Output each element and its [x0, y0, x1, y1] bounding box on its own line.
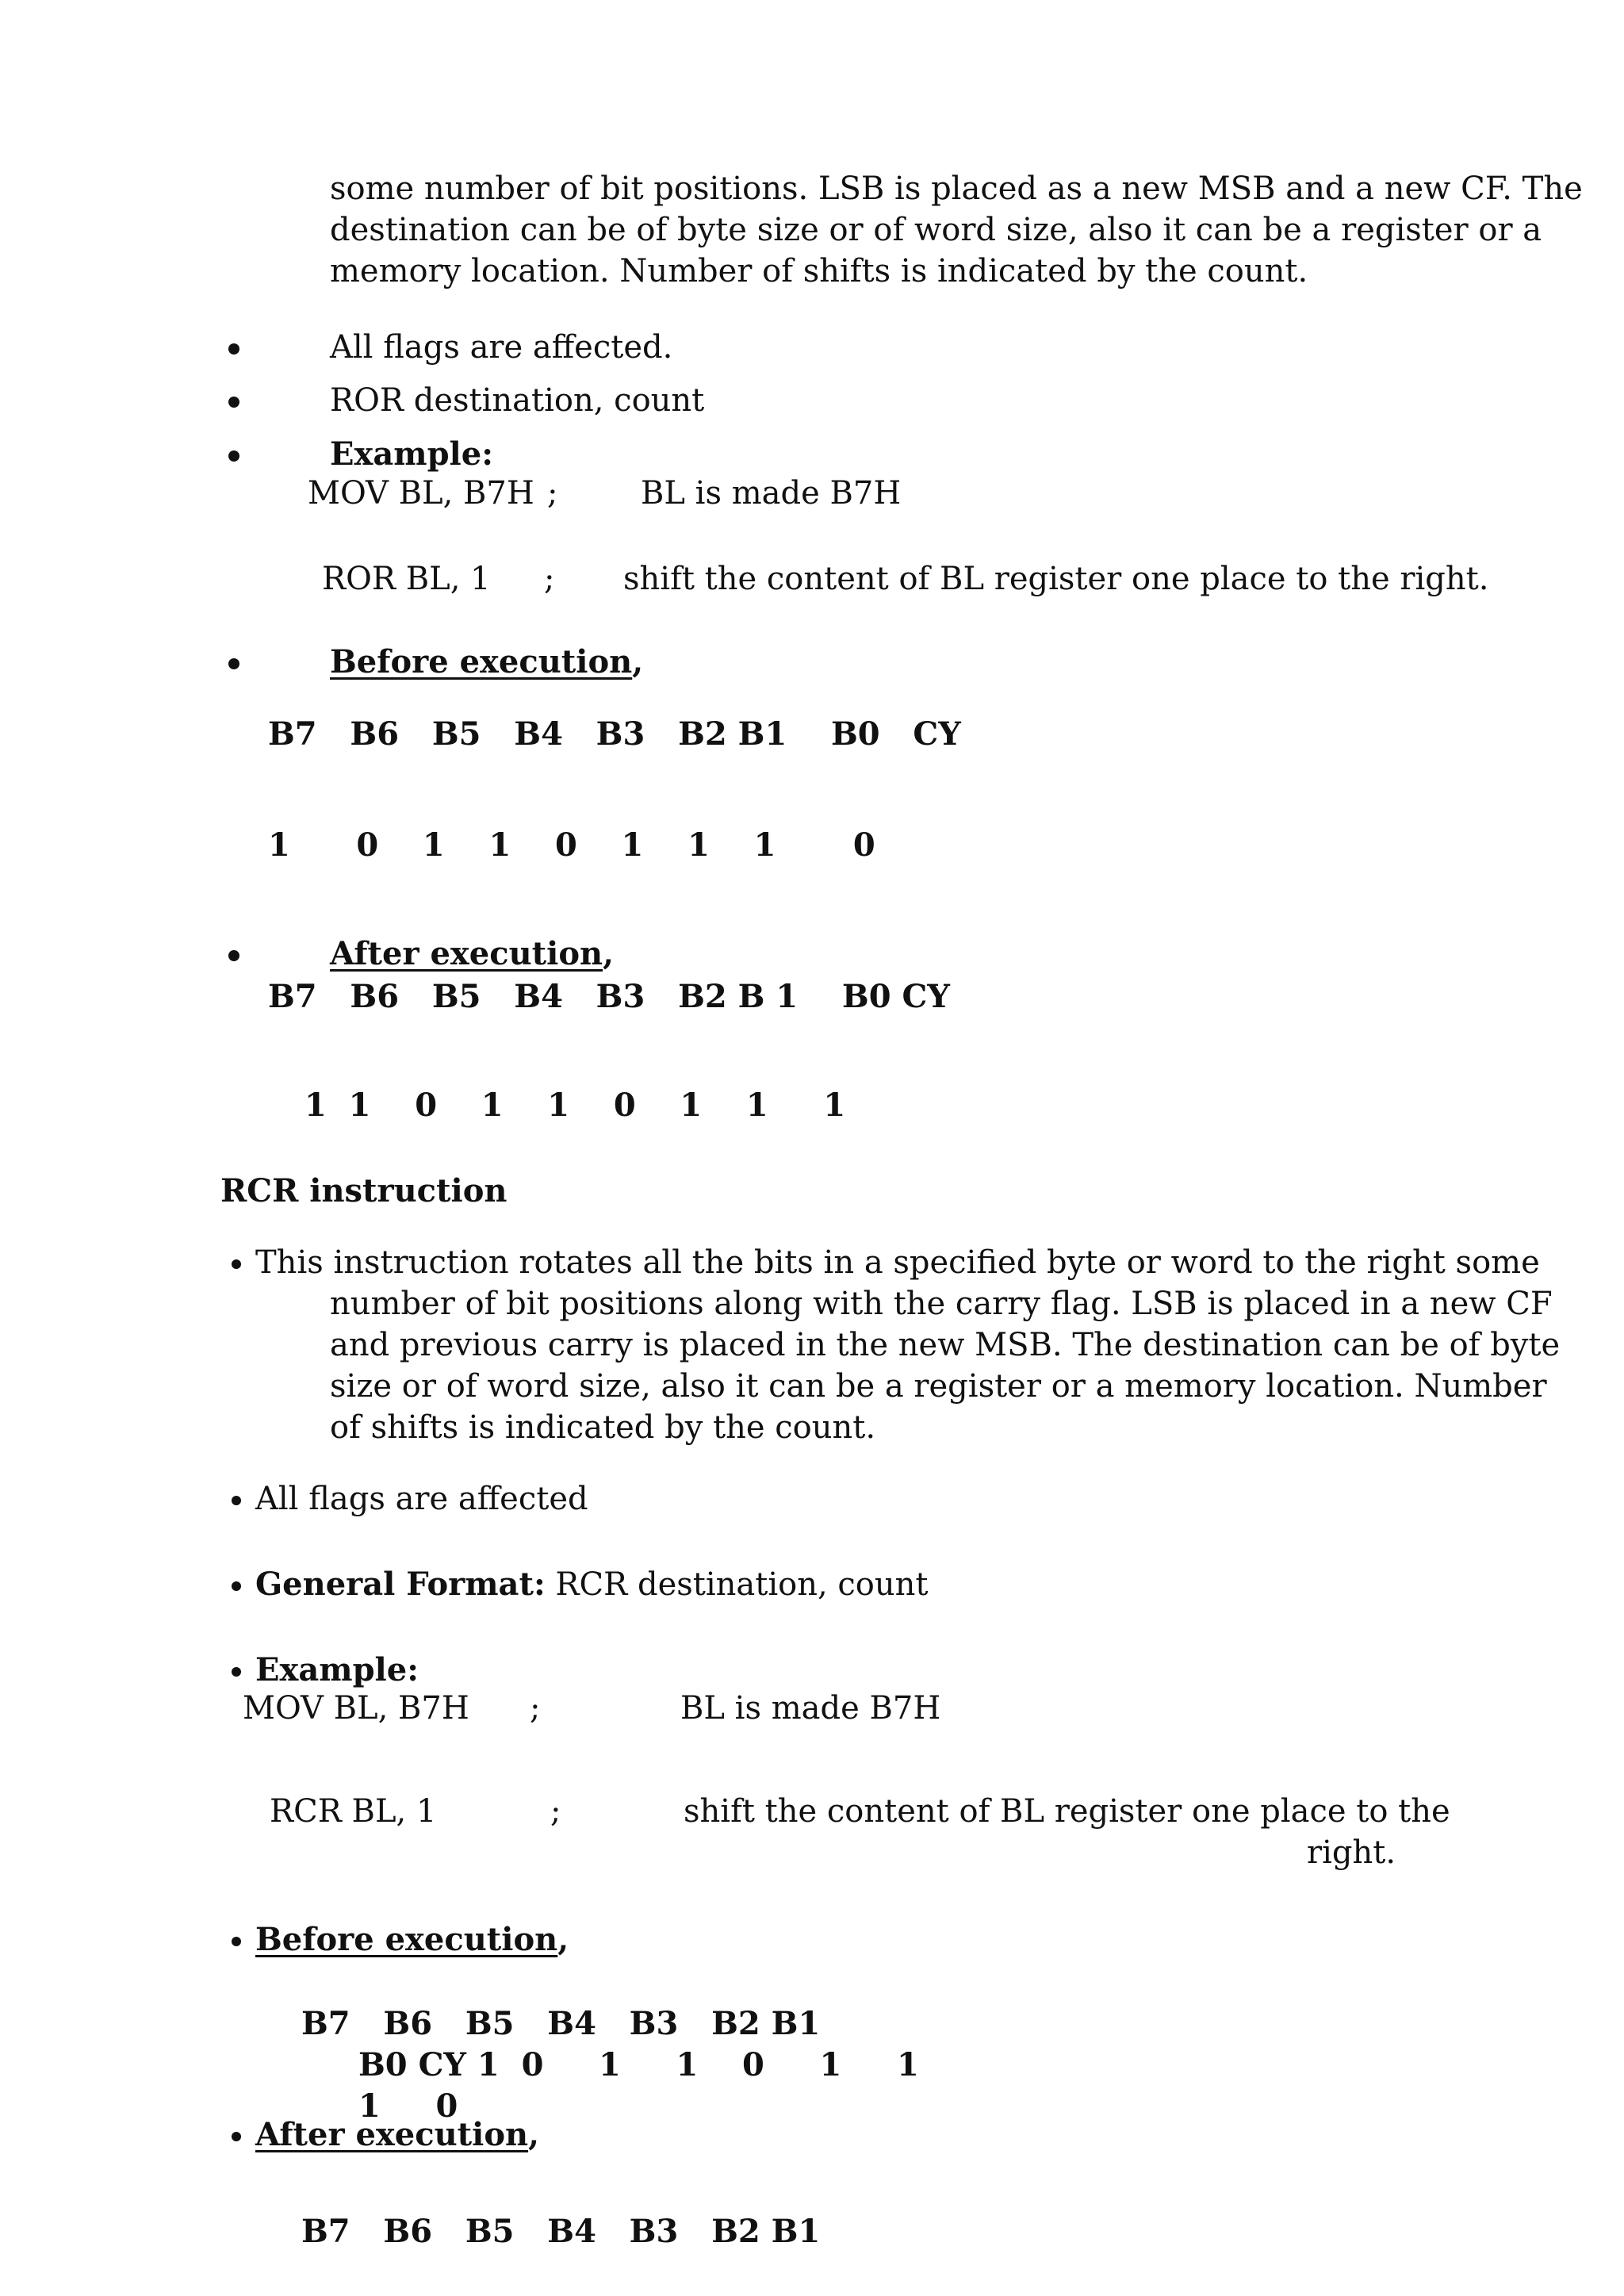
rcr-desc-line-5: of shifts is indicated by the count.	[330, 1409, 876, 1446]
rcr-format-value: RCR destination, count	[545, 1566, 929, 1603]
rcr-flags: All flags are affected	[255, 1481, 588, 1517]
rcr-before-bit-header: B7 B6 B5 B4 B3 B2 B1	[301, 2005, 821, 2042]
rcr-example-comment-2-cont: right.	[1307, 1834, 1396, 1871]
ror-example-label: Example:	[330, 435, 493, 473]
rcr-format	[255, 1566, 929, 1603]
ror-after-heading	[330, 935, 615, 972]
bullet-icon	[228, 343, 239, 355]
rcr-after-heading	[255, 2116, 540, 2153]
ror-intro-line-2: destination can be of byte size or of word size, also it can be a register or a	[330, 212, 1542, 248]
bullet-icon	[228, 450, 239, 462]
rcr-example-label: Example:	[255, 1651, 419, 1688]
ror-format: ROR destination, count	[330, 382, 705, 419]
rcr-before-suffix: ,	[557, 1921, 569, 1958]
bullet-icon	[228, 397, 239, 408]
rcr-example-instr-2: RCR BL, 1	[270, 1793, 437, 1830]
rcr-format-label: General Format:	[255, 1566, 546, 1603]
ror-example-instr-1: MOV BL, B7H	[308, 475, 534, 512]
ror-example-comment-2: shift the content of BL register one place to the right.	[623, 561, 1489, 597]
ror-before-label: Before execution	[330, 643, 633, 680]
rcr-desc-line-3: and previous carry is placed in the new MSB. The destination can be of byte	[330, 1327, 1561, 1363]
rcr-example-comment-1: BL is made B7H	[680, 1690, 941, 1727]
bullet-icon	[232, 2132, 241, 2141]
ror-before-heading	[330, 643, 644, 680]
ror-after-bit-values: 1 1 0 1 1 0 1 1 1	[304, 1087, 846, 1124]
bullet-icon	[228, 950, 239, 961]
rcr-after-suffix: ,	[528, 2116, 540, 2153]
rcr-desc-line-2: number of bit positions along with the carry flag. LSB is placed in a new CF	[330, 1286, 1553, 1322]
ror-intro-line-1: some number of bit positions. LSB is placed as a new MSB and a new CF. The	[330, 171, 1583, 207]
rcr-after-bit-header: B7 B6 B5 B4 B3 B2 B1	[301, 2213, 821, 2250]
ror-after-suffix: ,	[603, 935, 615, 972]
ror-flags: All flags are affected.	[330, 329, 673, 366]
bullet-icon	[232, 1259, 241, 1269]
ror-example-sep-1: ;	[547, 475, 558, 512]
rcr-before-bit-row-3: 1 0	[358, 2087, 458, 2125]
rcr-example-sep-1: ;	[530, 1690, 541, 1727]
ror-example-sep-2: ;	[544, 561, 555, 597]
rcr-heading: RCR instruction	[220, 1172, 508, 1209]
ror-after-label: After execution	[330, 935, 603, 972]
ror-intro-line-3: memory location. Number of shifts is indicated by the count.	[330, 253, 1308, 289]
bullet-icon	[232, 1937, 241, 1946]
ror-example-instr-2: ROR BL, 1	[322, 561, 491, 597]
rcr-desc-line-1: This instruction rotates all the bits in a specified byte or word to the right some	[255, 1244, 1540, 1281]
rcr-before-heading	[255, 1921, 569, 1958]
bullet-icon	[232, 1496, 241, 1505]
ror-before-bit-header: B7 B6 B5 B4 B3 B2 B1 B0 CY	[268, 715, 961, 753]
ror-example-comment-1: BL is made B7H	[641, 475, 902, 512]
rcr-desc-line-4: size or of word size, also it can be a register or a memory location. Number	[330, 1368, 1547, 1405]
bullet-icon	[232, 1581, 241, 1591]
rcr-example-comment-2: shift the content of BL register one place to the	[684, 1793, 1450, 1830]
rcr-after-label: After execution	[255, 2116, 529, 2153]
rcr-example-sep-2: ;	[550, 1793, 561, 1830]
rcr-before-bit-row-2: B0 CY 1 0 1 1 0 1 1	[358, 2046, 919, 2083]
bullet-icon	[232, 1667, 241, 1677]
rcr-example-instr-1: MOV BL, B7H	[243, 1690, 469, 1727]
ror-after-bit-header: B7 B6 B5 B4 B3 B2 B 1 B0 CY	[268, 978, 950, 1015]
bullet-icon	[228, 658, 239, 669]
ror-before-suffix: ,	[632, 643, 644, 680]
rcr-before-label: Before execution	[255, 1921, 558, 1958]
ror-before-bit-values: 1 0 1 1 0 1 1 1 0	[268, 826, 875, 864]
